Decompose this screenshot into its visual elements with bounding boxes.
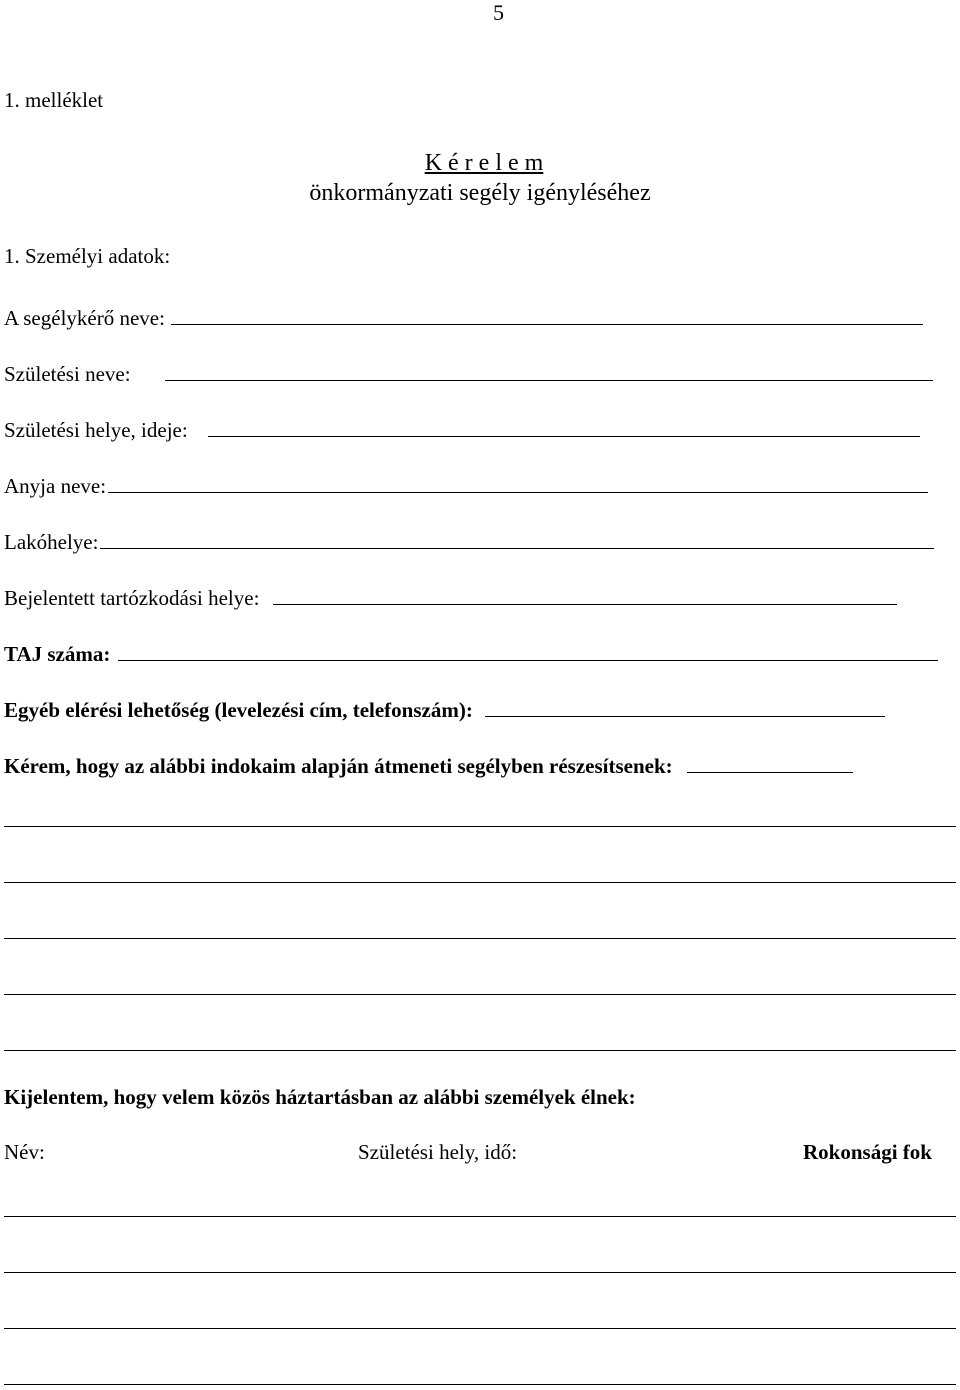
household-line[interactable]: [4, 1328, 956, 1329]
reason-line[interactable]: [4, 826, 956, 827]
title-text: K é r e l e m: [424, 150, 544, 176]
field-residence: [4, 530, 956, 555]
column-header-relation: Rokonsági fok: [803, 1140, 932, 1164]
document-subtitle: önkormányzati segély igényléséhez: [309, 180, 651, 206]
appendix-label: 1. melléklet: [4, 88, 104, 112]
field-label: TAJ száma:: [4, 642, 111, 666]
page-number: 5: [493, 0, 504, 25]
reason-line[interactable]: [4, 938, 956, 939]
section-heading-personal: 1. Személyi adatok:: [4, 244, 171, 268]
field-label: Anyja neve:: [4, 474, 107, 498]
column-header-name: Név:: [4, 1140, 45, 1164]
fill-line[interactable]: [118, 660, 938, 661]
reason-line[interactable]: [4, 1050, 956, 1051]
fill-line[interactable]: [208, 436, 920, 437]
field-temporary-residence: [4, 586, 956, 611]
fill-line[interactable]: [108, 492, 928, 493]
fill-line[interactable]: [100, 548, 934, 549]
column-header-birth: Születési hely, idő:: [358, 1140, 518, 1164]
field-label: A segélykérő neve:: [4, 306, 165, 330]
field-mother-name: [4, 474, 956, 499]
fill-line[interactable]: [171, 324, 923, 325]
field-label: Bejelentett tartózkodási helye:: [4, 586, 260, 610]
household-line[interactable]: [4, 1272, 956, 1273]
request-label: Kérem, hogy az alábbi indokaim alapján átmeneti segélyben részesítsenek:: [4, 754, 673, 778]
household-line[interactable]: [4, 1216, 956, 1217]
fill-line[interactable]: [485, 716, 885, 717]
fill-line[interactable]: [687, 772, 853, 773]
field-applicant-name: [4, 306, 956, 331]
field-label: Születési neve:: [4, 362, 131, 386]
field-label: Egyéb elérési lehetőség (levelezési cím, telefonszám):: [4, 698, 473, 722]
fill-line[interactable]: [273, 604, 897, 605]
field-taj-number: [4, 642, 956, 667]
household-line[interactable]: [4, 1384, 956, 1385]
field-label: Lakóhelye:: [4, 530, 99, 554]
reason-line[interactable]: [4, 994, 956, 995]
fill-line[interactable]: [165, 380, 933, 381]
request-statement: [4, 754, 956, 779]
document-title: [0, 150, 960, 177]
field-birth-name: [4, 362, 956, 387]
reason-line[interactable]: [4, 882, 956, 883]
household-statement: Kijelentem, hogy velem közös háztartásban az alábbi személyek élnek:: [4, 1085, 636, 1109]
field-other-contact: [4, 698, 956, 723]
field-label: Születési helye, ideje:: [4, 418, 188, 442]
field-birth-place-date: [4, 418, 956, 443]
